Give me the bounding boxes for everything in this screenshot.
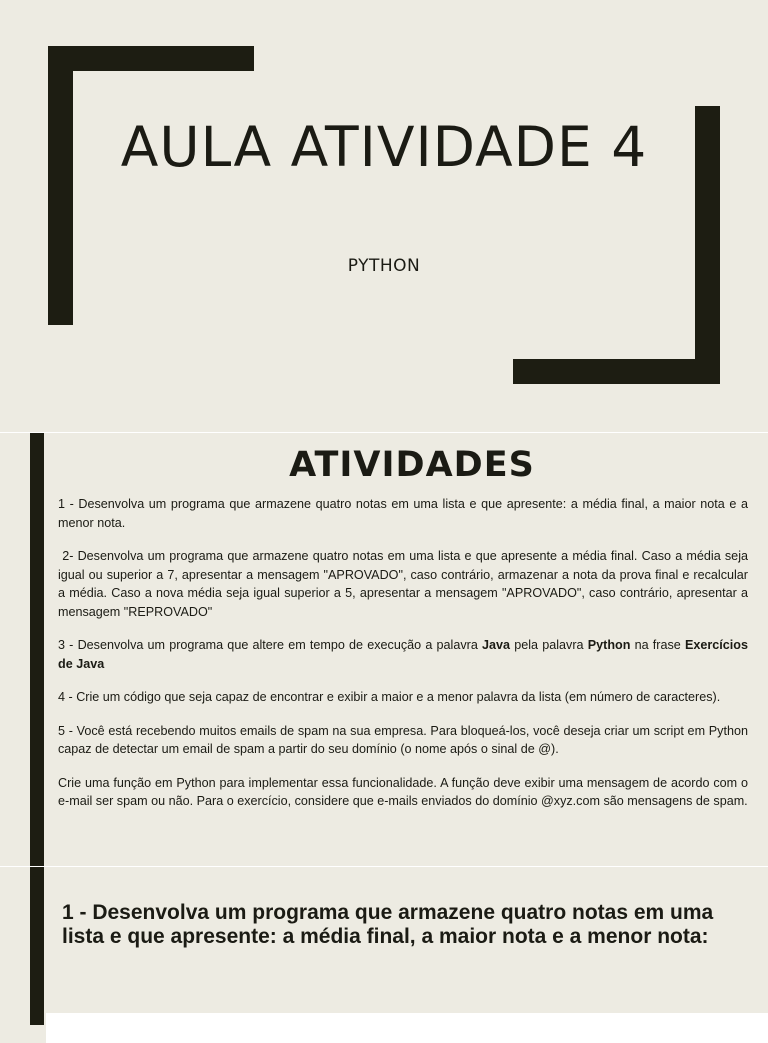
code-area [46, 1013, 768, 1043]
activity-item-3-bold-java: Java [482, 638, 511, 652]
frame-top-left-vertical [48, 46, 73, 325]
activity-item-3-text-c: na frase [630, 638, 685, 652]
exercise-1-slide [0, 866, 768, 1025]
activity-item-1: 1 - Desenvolva um programa que armazene quatro notas em uma lista e que apresente: a média final, a maior nota e a menor nota. [58, 497, 748, 530]
frame-bottom-right-vertical [695, 106, 720, 384]
activity-item-3-text-b: pela palavra [510, 638, 588, 652]
presentation-title: AULA ATIVIDADE 4 [120, 115, 648, 179]
presentation-subtitle: PYTHON [347, 256, 421, 276]
activity-item-5: 5 - Você está recebendo muitos emails de spam na sua empresa. Para bloqueá-los, você deseja criar um script em Python capaz de detectar um email de spam a partir do seu domínio (o nome após o sinal de @). [58, 723, 748, 756]
title-slide [0, 0, 768, 432]
activity-item-4: 4 - Crie um código que seja capaz de encontrar e exibir a maior e a menor palavra da lista (em número de caracteres). [58, 690, 721, 704]
activity-item-3 [58, 636, 748, 673]
accent-bar [30, 867, 44, 1025]
activities-title: ATIVIDADES [289, 445, 535, 485]
exercise-1-heading: 1 - Desenvolva um programa que armazene quatro notas em uma lista e que apresente: a média final, a maior nota e a menor nota: [62, 901, 714, 948]
accent-bar [30, 433, 44, 866]
activities-list [58, 495, 752, 826]
activity-item-3-bold-phrase: Exercícios de Java [58, 638, 748, 671]
activity-item-3-bold-python: Python [587, 638, 631, 652]
activity-item-2: 2- Desenvolva um programa que armazene quatro notas em uma lista e que apresente a média final. Caso a média seja igual ou superior a 7, apresentar a mensagem "APROVADO", caso contrário, armazenar a nota da prova final e recalcular a média. Caso a nova média seja igual superior a 5, apresentar a mensagem "APROVADO", caso contrário, apresentar a mensagem "REPROVADO" [58, 549, 752, 619]
activity-item-5-continued: Crie uma função em Python para implementar essa funcionalidade. A função deve exibir uma mensagem de acordo com o e-mail ser spam ou não. Para o exercício, considere que e-mails enviados do domínio @xyz.com são mensagens de spam. [58, 775, 748, 808]
activity-item-3-text-a: 3 - Desenvolva um programa que altere em tempo de execução a palavra [58, 638, 483, 652]
activities-slide [0, 432, 768, 866]
frame-bottom-right-horizontal [513, 359, 720, 384]
frame-top-left-horizontal [48, 46, 254, 71]
